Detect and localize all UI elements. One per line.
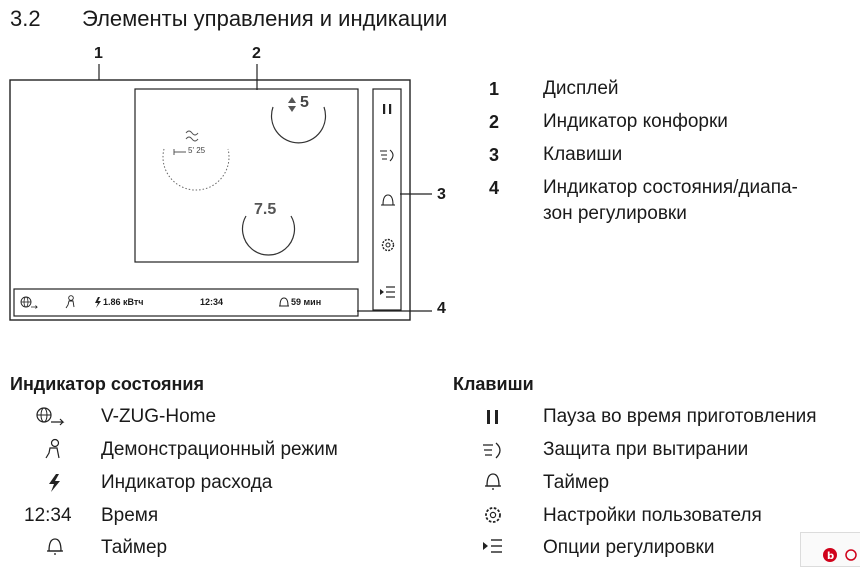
legend-num-4: 4 bbox=[489, 178, 500, 198]
zone-left-timer: 5' 25 bbox=[188, 146, 206, 155]
lightning-icon bbox=[46, 473, 62, 493]
wipe-protect-icon[interactable] bbox=[380, 150, 393, 161]
key-item-label-1: Пауза во время приготовления bbox=[543, 406, 817, 427]
key-item-label-3: Таймер bbox=[543, 472, 610, 493]
vzug-home-icon bbox=[34, 405, 68, 429]
zone-bottom-value: 7.5 bbox=[254, 201, 277, 218]
status-section-heading: Индикатор состояния bbox=[10, 374, 204, 394]
callout-3: 3 bbox=[437, 186, 446, 203]
status-item-label-2: Демонстрационный режим bbox=[101, 439, 338, 460]
status-item-label-1: V-ZUG-Home bbox=[101, 406, 217, 427]
callout-2: 2 bbox=[252, 45, 261, 62]
demo-mode-icon bbox=[42, 438, 66, 462]
legend-text-2: Индикатор конфорки bbox=[543, 111, 728, 132]
bell-icon bbox=[45, 536, 65, 558]
legend-num-1: 1 bbox=[489, 79, 500, 99]
key-item-label-5: Опции регулировки bbox=[543, 537, 715, 558]
zone-top-right-value: 5 bbox=[300, 94, 309, 111]
status-item-label-4: Время bbox=[101, 505, 159, 526]
key-item-label-2: Защита при вытирании bbox=[543, 439, 749, 460]
bell-icon[interactable] bbox=[381, 195, 395, 205]
svg-text:b: b bbox=[827, 551, 835, 562]
status-energy: 1.86 кВтч bbox=[103, 297, 144, 307]
legend-text-4: Индикатор состояния/диапа- зон регулировки bbox=[543, 177, 798, 224]
legend-text-1: Дисплей bbox=[543, 78, 619, 99]
legend-num-2: 2 bbox=[489, 112, 500, 132]
legend-num-3: 3 bbox=[489, 145, 500, 165]
status-timer: 59 мин bbox=[291, 297, 322, 307]
key-item-label-4: Настройки пользователя bbox=[543, 505, 762, 526]
gear-icon[interactable] bbox=[383, 240, 394, 251]
wipe-protect-icon bbox=[481, 440, 505, 462]
lightning-icon bbox=[95, 297, 101, 308]
legend-text-3: Клавиши bbox=[543, 144, 623, 165]
gear-icon bbox=[483, 505, 503, 525]
vzug-home-icon bbox=[21, 297, 37, 309]
time-text: 12:34 bbox=[24, 505, 72, 526]
pause-icon bbox=[485, 408, 501, 428]
callout-4: 4 bbox=[437, 300, 446, 317]
status-time: 12:34 bbox=[200, 297, 224, 307]
bell-icon bbox=[483, 471, 503, 493]
extension-logo-icon[interactable] bbox=[801, 533, 859, 566]
status-item-label-3: Индикатор расхода bbox=[101, 472, 273, 493]
cooktop-display-diagram bbox=[0, 0, 460, 330]
callout-1: 1 bbox=[94, 45, 103, 62]
demo-mode-icon bbox=[66, 296, 74, 308]
status-bell-icon bbox=[279, 298, 289, 306]
section-title: Элементы управления и индикации bbox=[82, 6, 448, 31]
status-item-label-5: Таймер bbox=[101, 537, 168, 558]
keys-section-heading: Клавиши bbox=[453, 374, 534, 394]
options-icon[interactable] bbox=[380, 287, 395, 297]
section-number: 3.2 bbox=[10, 6, 41, 31]
extension-overlay[interactable] bbox=[800, 532, 860, 567]
pause-icon[interactable] bbox=[383, 104, 385, 114]
options-icon bbox=[481, 536, 505, 558]
